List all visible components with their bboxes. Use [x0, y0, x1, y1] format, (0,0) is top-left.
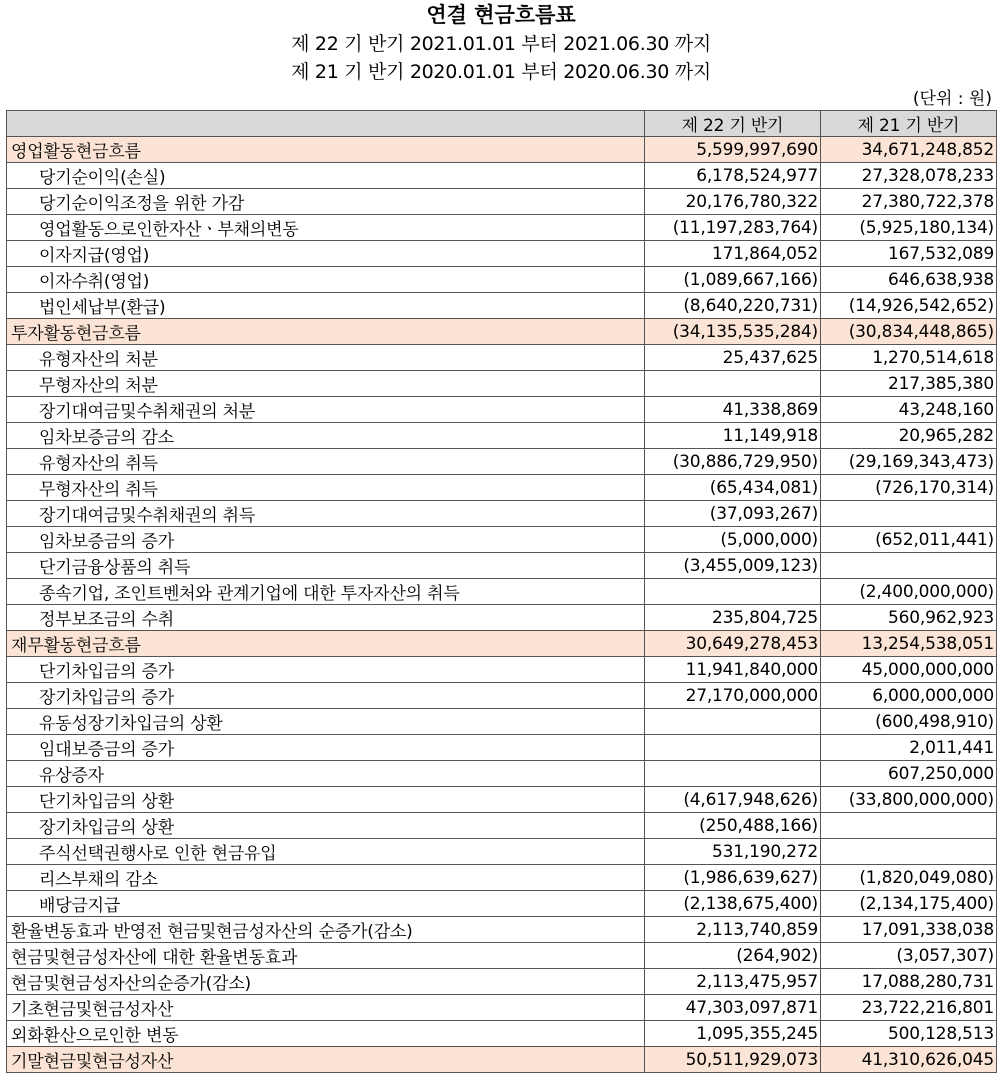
table-row — [7, 319, 997, 345]
row-label: 당기순이익(손실) — [7, 163, 645, 189]
row-current-value: 50,511,929,073 — [645, 1047, 821, 1073]
row-prior-value: 41,310,626,045 — [821, 1047, 997, 1073]
table-row — [7, 657, 997, 683]
row-prior-value: 560,962,923 — [821, 605, 997, 631]
row-prior-value — [821, 813, 997, 839]
row-current-value — [645, 579, 821, 605]
statement-header — [0, 0, 1002, 86]
row-current-value — [645, 735, 821, 761]
row-label: 영업활동현금흐름 — [7, 137, 645, 163]
row-label: 외화환산으로인한 변동 — [7, 1021, 645, 1047]
row-label: 임차보증금의 증가 — [7, 527, 645, 553]
row-current-value: 531,190,272 — [645, 839, 821, 865]
table-row — [7, 501, 997, 527]
table-row — [7, 605, 997, 631]
row-prior-value — [821, 553, 997, 579]
row-label: 기초현금및현금성자산 — [7, 995, 645, 1021]
table-row — [7, 163, 997, 189]
table-row — [7, 917, 997, 943]
table-row — [7, 527, 997, 553]
row-current-value: 1,095,355,245 — [645, 1021, 821, 1047]
table-row — [7, 709, 997, 735]
row-label: 유상증자 — [7, 761, 645, 787]
row-current-value: (30,886,729,950) — [645, 449, 821, 475]
table-row — [7, 1021, 997, 1047]
table-row — [7, 865, 997, 891]
row-label: 임대보증금의 증가 — [7, 735, 645, 761]
row-label: 이자지급(영업) — [7, 241, 645, 267]
period-current: 제 22 기 반기 2021.01.01 부터 2021.06.30 까지 — [291, 33, 711, 55]
row-prior-value: 1,270,514,618 — [821, 345, 997, 371]
row-label: 기말현금및현금성자산 — [7, 1047, 645, 1073]
row-current-value: 171,864,052 — [645, 241, 821, 267]
row-prior-value: 43,248,160 — [821, 397, 997, 423]
table-row — [7, 267, 997, 293]
row-current-value — [645, 761, 821, 787]
row-label: 유형자산의 처분 — [7, 345, 645, 371]
unit-label: (단위 : 원) — [912, 89, 992, 109]
row-current-value: (11,197,283,764) — [645, 215, 821, 241]
row-label: 주식선택권행사로 인한 현금유입 — [7, 839, 645, 865]
table-row — [7, 189, 997, 215]
row-label: 장기차입금의 상환 — [7, 813, 645, 839]
cash-flow-table — [6, 110, 997, 1073]
table-row — [7, 995, 997, 1021]
row-current-value: (2,138,675,400) — [645, 891, 821, 917]
header-label-cell — [7, 111, 645, 137]
row-current-value: (3,455,009,123) — [645, 553, 821, 579]
row-prior-value: 500,128,513 — [821, 1021, 997, 1047]
row-current-value: 2,113,475,957 — [645, 969, 821, 995]
row-label: 이자수취(영업) — [7, 267, 645, 293]
row-label: 장기대여금및수취채권의 처분 — [7, 397, 645, 423]
table-row — [7, 813, 997, 839]
row-label: 환율변동효과 반영전 현금및현금성자산의 순증가(감소) — [7, 917, 645, 943]
table-row — [7, 943, 997, 969]
row-prior-value: 646,638,938 — [821, 267, 997, 293]
table-row — [7, 293, 997, 319]
table-row — [7, 137, 997, 163]
row-current-value: (37,093,267) — [645, 501, 821, 527]
row-prior-value: 607,250,000 — [821, 761, 997, 787]
row-label: 배당금지급 — [7, 891, 645, 917]
row-prior-value: 45,000,000,000 — [821, 657, 997, 683]
row-label: 단기차입금의 상환 — [7, 787, 645, 813]
row-current-value: (4,617,948,626) — [645, 787, 821, 813]
row-label: 투자활동현금흐름 — [7, 319, 645, 345]
row-prior-value: (14,926,542,652) — [821, 293, 997, 319]
row-prior-value: 17,088,280,731 — [821, 969, 997, 995]
row-prior-value: 167,532,089 — [821, 241, 997, 267]
table-row — [7, 215, 997, 241]
row-current-value: 30,649,278,453 — [645, 631, 821, 657]
table-row — [7, 397, 997, 423]
row-prior-value: 20,965,282 — [821, 423, 997, 449]
row-prior-value: (33,800,000,000) — [821, 787, 997, 813]
row-prior-value: (1,820,049,080) — [821, 865, 997, 891]
row-label: 정부보조금의 수취 — [7, 605, 645, 631]
row-current-value: 47,303,097,871 — [645, 995, 821, 1021]
row-prior-value: 13,254,538,051 — [821, 631, 997, 657]
row-prior-value: 23,722,216,801 — [821, 995, 997, 1021]
row-current-value: 2,113,740,859 — [645, 917, 821, 943]
table-row — [7, 371, 997, 397]
statement-title: 연결 현금흐름표 — [426, 2, 576, 27]
row-label: 영업활동으로인한자산ㆍ부채의변동 — [7, 215, 645, 241]
table-row — [7, 761, 997, 787]
row-prior-value: (29,169,343,473) — [821, 449, 997, 475]
row-label: 단기금융상품의 취득 — [7, 553, 645, 579]
table-body — [7, 137, 997, 1073]
header-current-period: 제 22 기 반기 — [645, 111, 821, 137]
row-current-value: 11,149,918 — [645, 423, 821, 449]
row-label: 단기차입금의 증가 — [7, 657, 645, 683]
table-row — [7, 241, 997, 267]
table-row — [7, 579, 997, 605]
table-row — [7, 787, 997, 813]
row-prior-value: 27,380,722,378 — [821, 189, 997, 215]
row-current-value: (1,089,667,166) — [645, 267, 821, 293]
row-prior-value: 217,385,380 — [821, 371, 997, 397]
row-prior-value — [821, 839, 997, 865]
row-label: 재무활동현금흐름 — [7, 631, 645, 657]
table-row — [7, 969, 997, 995]
row-label: 무형자산의 취득 — [7, 475, 645, 501]
table-row — [7, 839, 997, 865]
table-row — [7, 891, 997, 917]
row-current-value: 41,338,869 — [645, 397, 821, 423]
table-header-row — [7, 111, 997, 137]
table-row — [7, 449, 997, 475]
row-current-value: 6,178,524,977 — [645, 163, 821, 189]
row-label: 당기순이익조정을 위한 가감 — [7, 189, 645, 215]
row-label: 법인세납부(환급) — [7, 293, 645, 319]
row-current-value: (8,640,220,731) — [645, 293, 821, 319]
row-prior-value: 17,091,338,038 — [821, 917, 997, 943]
row-prior-value: (30,834,448,865) — [821, 319, 997, 345]
table-row — [7, 1047, 997, 1073]
row-current-value: (65,434,081) — [645, 475, 821, 501]
row-label: 현금및현금성자산의순증가(감소) — [7, 969, 645, 995]
row-current-value: (34,135,535,284) — [645, 319, 821, 345]
row-current-value — [645, 371, 821, 397]
period-prior: 제 21 기 반기 2020.01.01 부터 2020.06.30 까지 — [291, 61, 711, 83]
row-prior-value: (5,925,180,134) — [821, 215, 997, 241]
row-prior-value: (2,134,175,400) — [821, 891, 997, 917]
table-row — [7, 345, 997, 371]
row-label: 장기차입금의 증가 — [7, 683, 645, 709]
row-prior-value: 6,000,000,000 — [821, 683, 997, 709]
row-current-value: (1,986,639,627) — [645, 865, 821, 891]
table-row — [7, 735, 997, 761]
row-label: 리스부채의 감소 — [7, 865, 645, 891]
row-current-value: 25,437,625 — [645, 345, 821, 371]
row-current-value: (250,488,166) — [645, 813, 821, 839]
row-current-value: 27,170,000,000 — [645, 683, 821, 709]
row-label: 유형자산의 취득 — [7, 449, 645, 475]
row-label: 임차보증금의 감소 — [7, 423, 645, 449]
row-label: 장기대여금및수취채권의 취득 — [7, 501, 645, 527]
table-row — [7, 423, 997, 449]
table-row — [7, 683, 997, 709]
row-current-value: 11,941,840,000 — [645, 657, 821, 683]
row-prior-value: (600,498,910) — [821, 709, 997, 735]
row-prior-value: 34,671,248,852 — [821, 137, 997, 163]
row-label: 유동성장기차입금의 상환 — [7, 709, 645, 735]
row-prior-value: (726,170,314) — [821, 475, 997, 501]
row-prior-value: 2,011,441 — [821, 735, 997, 761]
row-prior-value: (2,400,000,000) — [821, 579, 997, 605]
row-current-value — [645, 709, 821, 735]
row-current-value: 5,599,997,690 — [645, 137, 821, 163]
row-label: 종속기업, 조인트벤처와 관계기업에 대한 투자자산의 취득 — [7, 579, 645, 605]
row-current-value: 235,804,725 — [645, 605, 821, 631]
row-current-value: (264,902) — [645, 943, 821, 969]
row-prior-value: (3,057,307) — [821, 943, 997, 969]
row-label: 현금및현금성자산에 대한 환율변동효과 — [7, 943, 645, 969]
row-current-value: (5,000,000) — [645, 527, 821, 553]
row-prior-value: 27,328,078,233 — [821, 163, 997, 189]
table-row — [7, 631, 997, 657]
table-row — [7, 475, 997, 501]
row-current-value: 20,176,780,322 — [645, 189, 821, 215]
table-row — [7, 553, 997, 579]
header-prior-period: 제 21 기 반기 — [821, 111, 997, 137]
row-label: 무형자산의 처분 — [7, 371, 645, 397]
row-prior-value: (652,011,441) — [821, 527, 997, 553]
row-prior-value — [821, 501, 997, 527]
